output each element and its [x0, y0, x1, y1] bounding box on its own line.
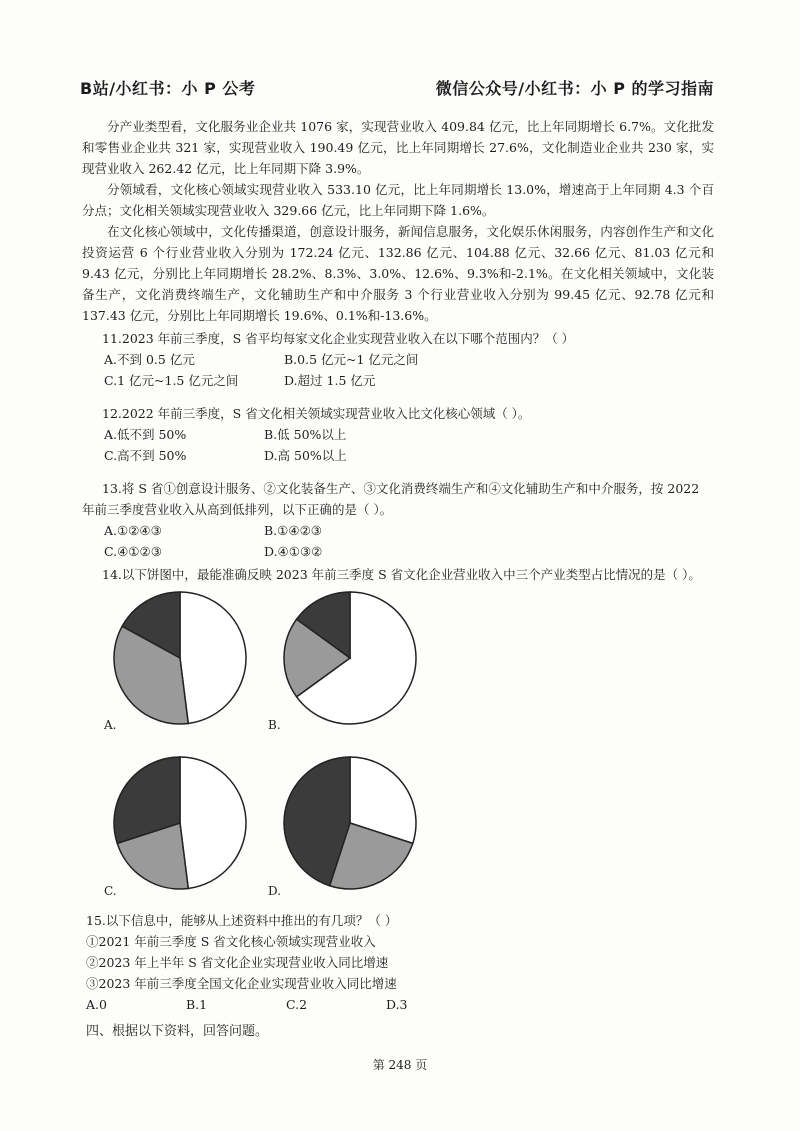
pie-label-a: A. — [104, 718, 117, 732]
pie-charts — [100, 588, 440, 908]
q15-option-c: C.2 — [286, 997, 308, 1012]
page-number: 第 248 页 — [372, 1058, 428, 1072]
question-14 — [82, 564, 714, 585]
q15-option-d: D.3 — [386, 997, 408, 1012]
question-15 — [86, 910, 714, 1015]
q15-option-b: B.1 — [186, 997, 208, 1012]
q13-option-d: D.④①③② — [264, 544, 323, 559]
header-left: B站/小红书：小 P 公考 — [80, 79, 256, 98]
question-12 — [82, 403, 714, 466]
paragraph-2: 分领域看，文化核心领域实现营业收入 533.10 亿元，比上年同期增长 13.0%，增速高于上年同期 4.3 个百分点；文化相关领域实现营业收入 329.66 亿元，比上年同期下降 1.6%。 — [82, 182, 714, 218]
paragraph-1: 分产业类型看，文化服务业企业共 1076 家，实现营业收入 409.84 亿元，比上年同期增长 6.7%。文化批发和零售业企业共 321 家，实现营业收入 190.49 亿元，比上年同期增长 27.6%，文化制造业企业共 230 家，实现营业收入 262.42 亿元，比上年同期下降 3.9%。 — [82, 119, 714, 176]
q15-item-2: ②2023 年上半年 S 省文化企业实现营业收入同比增速 — [86, 955, 389, 970]
pie-label-c: C. — [104, 884, 117, 898]
q15-item-3: ③2023 年前三季度全国文化企业实现营业收入同比增速 — [86, 976, 397, 991]
q15-option-a: A.0 — [86, 997, 107, 1012]
content — [82, 116, 714, 585]
question-15-stem: 15.以下信息中，能够从上述资料中推出的有几项？（ ） — [86, 913, 398, 928]
section-heading: 四、根据以下资料，回答问题。 — [86, 1024, 269, 1039]
question-14-stem: 14.以下饼图中，最能准确反映 2023 年前三季度 S 省文化企业营业收入中三个产业类型占比情况的是（ ）。 — [102, 567, 701, 582]
question-13-stem: 13.将 S 省①创意设计服务、②文化装备生产、③文化消费终端生产和④文化辅助生产和中介服务，按 2022 年前三季度营业收入从高到低排列，以下正确的是（ ）。 — [82, 481, 700, 517]
question-13 — [82, 478, 714, 562]
pie-label-d: D. — [268, 884, 282, 898]
page-header — [80, 76, 714, 99]
question-11-stem: 11.2023 年前三季度，S 省平均每家文化企业实现营业收入在以下哪个范围内？（ ） — [102, 331, 575, 346]
q15-item-1: ①2021 年前三季度 S 省文化核心领域实现营业收入 — [86, 934, 376, 949]
q11-option-d: D.超过 1.5 亿元 — [284, 373, 376, 388]
q12-option-b: B.低 50%以上 — [264, 427, 347, 442]
q11-option-b: B.0.5 亿元~1 亿元之间 — [284, 352, 419, 367]
paragraph-3: 在文化核心领域中，文化传播渠道，创意设计服务，新闻信息服务，文化娱乐休闲服务，内容创作生产和文化投资运营 6 个行业营业收入分别为 172.24 亿元、132.86 亿元、104.88 亿元、32.66 亿元、81.03 亿元和 9.43 亿元，分别比上年同期增长 28.2%、8.3%、3.0%、12.6%、9.3%和-2.1%。在文化相关领域中，文化装备生产，文化消费终端生产，文化辅助生产和中介服务 3 个行业营业收入分别为 99.45 亿元、92.78 亿元和 137.43 亿元，分别比上年同期增长 19.6%、0.1%和-13.6%。 — [82, 224, 714, 323]
question-12-stem: 12.2022 年前三季度，S 省文化相关领域实现营业收入比文化核心领域（ ）。 — [102, 406, 531, 421]
question-11 — [82, 328, 714, 391]
pie-label-b: B. — [268, 718, 281, 732]
q11-option-a: A.不到 0.5 亿元 — [104, 352, 195, 367]
q13-option-c: C.④①②③ — [104, 544, 162, 559]
pie-a-slice-1 — [180, 592, 246, 723]
q12-option-d: D.高 50%以上 — [264, 448, 347, 463]
q12-option-c: C.高不到 50% — [104, 448, 187, 463]
pie-c-slice-1 — [180, 757, 246, 888]
pie-chart-svg — [100, 588, 440, 908]
q13-option-b: B.①④②③ — [264, 523, 322, 538]
q11-option-c: C.1 亿元~1.5 亿元之间 — [104, 373, 239, 388]
q12-option-a: A.低不到 50% — [104, 427, 187, 442]
q13-option-a: A.①②④③ — [104, 523, 162, 538]
header-right: 微信公众号/小红书：小 P 的学习指南 — [435, 79, 714, 98]
